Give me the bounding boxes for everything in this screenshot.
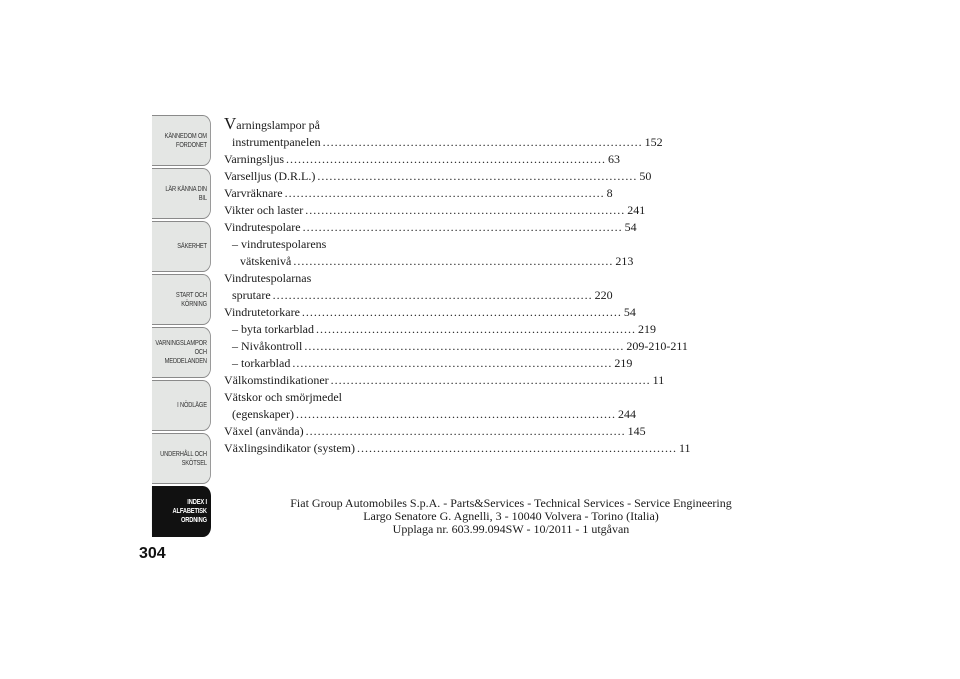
dot-leader: ................................................................................ — [305, 203, 626, 217]
chapter-tab-label: KÖRNING — [181, 300, 207, 308]
chapter-tab-label: SKÖTSEL — [181, 459, 207, 467]
index-entry-heading: – vindrutespolarens — [232, 237, 327, 251]
dot-leader: ................................................................................ — [302, 220, 623, 234]
chapter-tab-label: VARNINGSLAMPOR — [155, 340, 207, 347]
index-entry-page[interactable]: 209-210-211 — [626, 339, 688, 353]
index-entry-page[interactable]: 241 — [627, 203, 646, 217]
index-entry — [224, 423, 646, 440]
index-entry — [224, 114, 663, 151]
index-entry — [224, 236, 634, 270]
chapter-tab-4[interactable] — [152, 274, 211, 325]
chapter-tab-label: UNDERHÅLL OCH — [160, 450, 207, 458]
index-entry-heading-rest: arningslampor på — [236, 118, 320, 132]
index-entry-page[interactable]: 8 — [606, 186, 613, 200]
index-entry-page[interactable]: 54 — [624, 220, 637, 234]
dot-leader: ................................................................................ — [330, 373, 651, 387]
dot-leader: ................................................................................ — [301, 305, 622, 319]
chapter-tab-8[interactable] — [152, 486, 211, 537]
index-entry-text: Välkomstindikationer — [224, 373, 329, 387]
chapter-tab-label: LÄR KÄNNA DIN — [165, 185, 207, 193]
index-entry-page[interactable]: 11 — [678, 441, 691, 455]
chapter-tab-label: START OCH — [175, 291, 207, 299]
index-entry-page[interactable]: 145 — [627, 424, 646, 438]
chapter-tab-label: INDEX I — [187, 499, 207, 506]
dot-leader: ................................................................................ — [356, 441, 677, 455]
dot-leader: ................................................................................ — [286, 152, 606, 166]
index-entry — [224, 304, 636, 321]
index-entry — [224, 338, 688, 355]
index-entry-page[interactable]: 11 — [652, 373, 665, 387]
index-entry-page[interactable]: 219 — [637, 322, 656, 336]
index-entry-text: Vindrutespolare — [224, 220, 301, 234]
dot-leader: ................................................................................ — [317, 169, 638, 183]
dot-leader: ................................................................................ — [272, 288, 593, 302]
index-entry-heading — [224, 115, 404, 134]
index-entry-heading: Vätskor och smörjmedel — [224, 390, 342, 404]
index-entry — [224, 372, 665, 389]
footer-line-edition: Upplaga nr. 603.99.094SW - 10/2011 - 1 utgåvan — [392, 522, 630, 536]
chapter-tab-label: ALFABETISK — [172, 508, 207, 515]
chapter-tab-3[interactable] — [152, 221, 211, 272]
footer-line-company: Fiat Group Automobiles S.p.A. - Parts&Services - Technical Services - Service Engineering — [290, 496, 732, 510]
index-entry-text: Varningsljus — [224, 152, 284, 166]
chapter-tab-label: FORDONET — [175, 141, 207, 149]
chapter-tab-6[interactable] — [152, 380, 211, 431]
page-number: 304 — [139, 545, 166, 562]
index-entry-page[interactable]: 63 — [608, 152, 620, 166]
index-entry-page[interactable]: 54 — [623, 305, 636, 319]
dot-leader: ................................................................................ — [304, 339, 625, 353]
chapter-tab-label: ORDNING — [180, 517, 207, 524]
dot-leader: ................................................................................ — [284, 186, 605, 200]
index-entry-text: – byta torkarblad — [232, 322, 314, 336]
index-entry — [224, 440, 691, 457]
index-entry-text: sprutare — [232, 288, 271, 302]
index-entry-text: vätskenivå — [240, 254, 292, 268]
drop-cap: V — [224, 114, 237, 133]
index-entry-text: – Nivåkontroll — [232, 339, 303, 353]
index-entry-heading: Vindrutespolarnas — [224, 271, 312, 285]
chapter-tab-label: OCH — [194, 349, 207, 356]
index-entry-text: Varselljus (D.R.L.) — [224, 169, 316, 183]
index-entry — [224, 151, 620, 168]
index-entry-page[interactable]: 220 — [594, 288, 613, 302]
dot-leader: ................................................................................ — [293, 254, 614, 268]
index-entry — [224, 389, 636, 423]
index-entry-text: Vikter och laster — [224, 203, 304, 217]
dot-leader: ................................................................................ — [295, 407, 616, 421]
index-entry-text: (egenskaper) — [232, 407, 294, 421]
dot-leader: ................................................................................ — [315, 322, 636, 336]
chapter-tab-label: I NÖDLÄGE — [177, 402, 207, 409]
index-entry — [224, 185, 613, 202]
chapter-tab-7[interactable] — [152, 433, 211, 484]
index-entry — [224, 321, 656, 338]
footer-line-address: Largo Senatore G. Agnelli, 3 - 10040 Volvera - Torino (Italia) — [363, 509, 659, 523]
alphabetical-index — [224, 114, 691, 457]
index-entry-page[interactable]: 152 — [644, 135, 663, 149]
index-entry — [224, 202, 646, 219]
index-entry-text: Varvräknare — [224, 186, 283, 200]
chapter-tab-2[interactable] — [152, 168, 211, 219]
index-entry — [224, 219, 637, 236]
index-entry-page[interactable]: 219 — [614, 356, 633, 370]
index-entry-text: Växlingsindikator (system) — [224, 441, 355, 455]
chapter-tab-label: KÄNNEDOM OM — [164, 132, 207, 140]
publisher-footer — [258, 497, 764, 536]
index-entry — [224, 355, 633, 372]
chapter-tab-label: BIL — [198, 194, 207, 202]
index-entry-page[interactable]: 50 — [639, 169, 652, 183]
dot-leader: ................................................................................ — [305, 424, 626, 438]
dot-leader: ................................................................................ — [322, 135, 643, 149]
index-entry-page[interactable]: 213 — [615, 254, 634, 268]
index-entry-text: instrumentpanelen — [232, 135, 321, 149]
index-entry-text: Växel (använda) — [224, 424, 304, 438]
chapter-tab-label: MEDDELANDEN — [164, 358, 207, 365]
chapter-tab-label: SÄKERHET — [177, 243, 207, 250]
index-entry — [224, 168, 652, 185]
dot-leader: ................................................................................ — [292, 356, 613, 370]
chapter-tab-1[interactable] — [152, 115, 211, 166]
index-entry — [224, 270, 613, 304]
index-entry-text: – torkarblad — [232, 356, 291, 370]
index-entry-page[interactable]: 244 — [617, 407, 636, 421]
chapter-tab-5[interactable] — [152, 327, 211, 378]
index-entry-text: Vindrutetorkare — [224, 305, 300, 319]
